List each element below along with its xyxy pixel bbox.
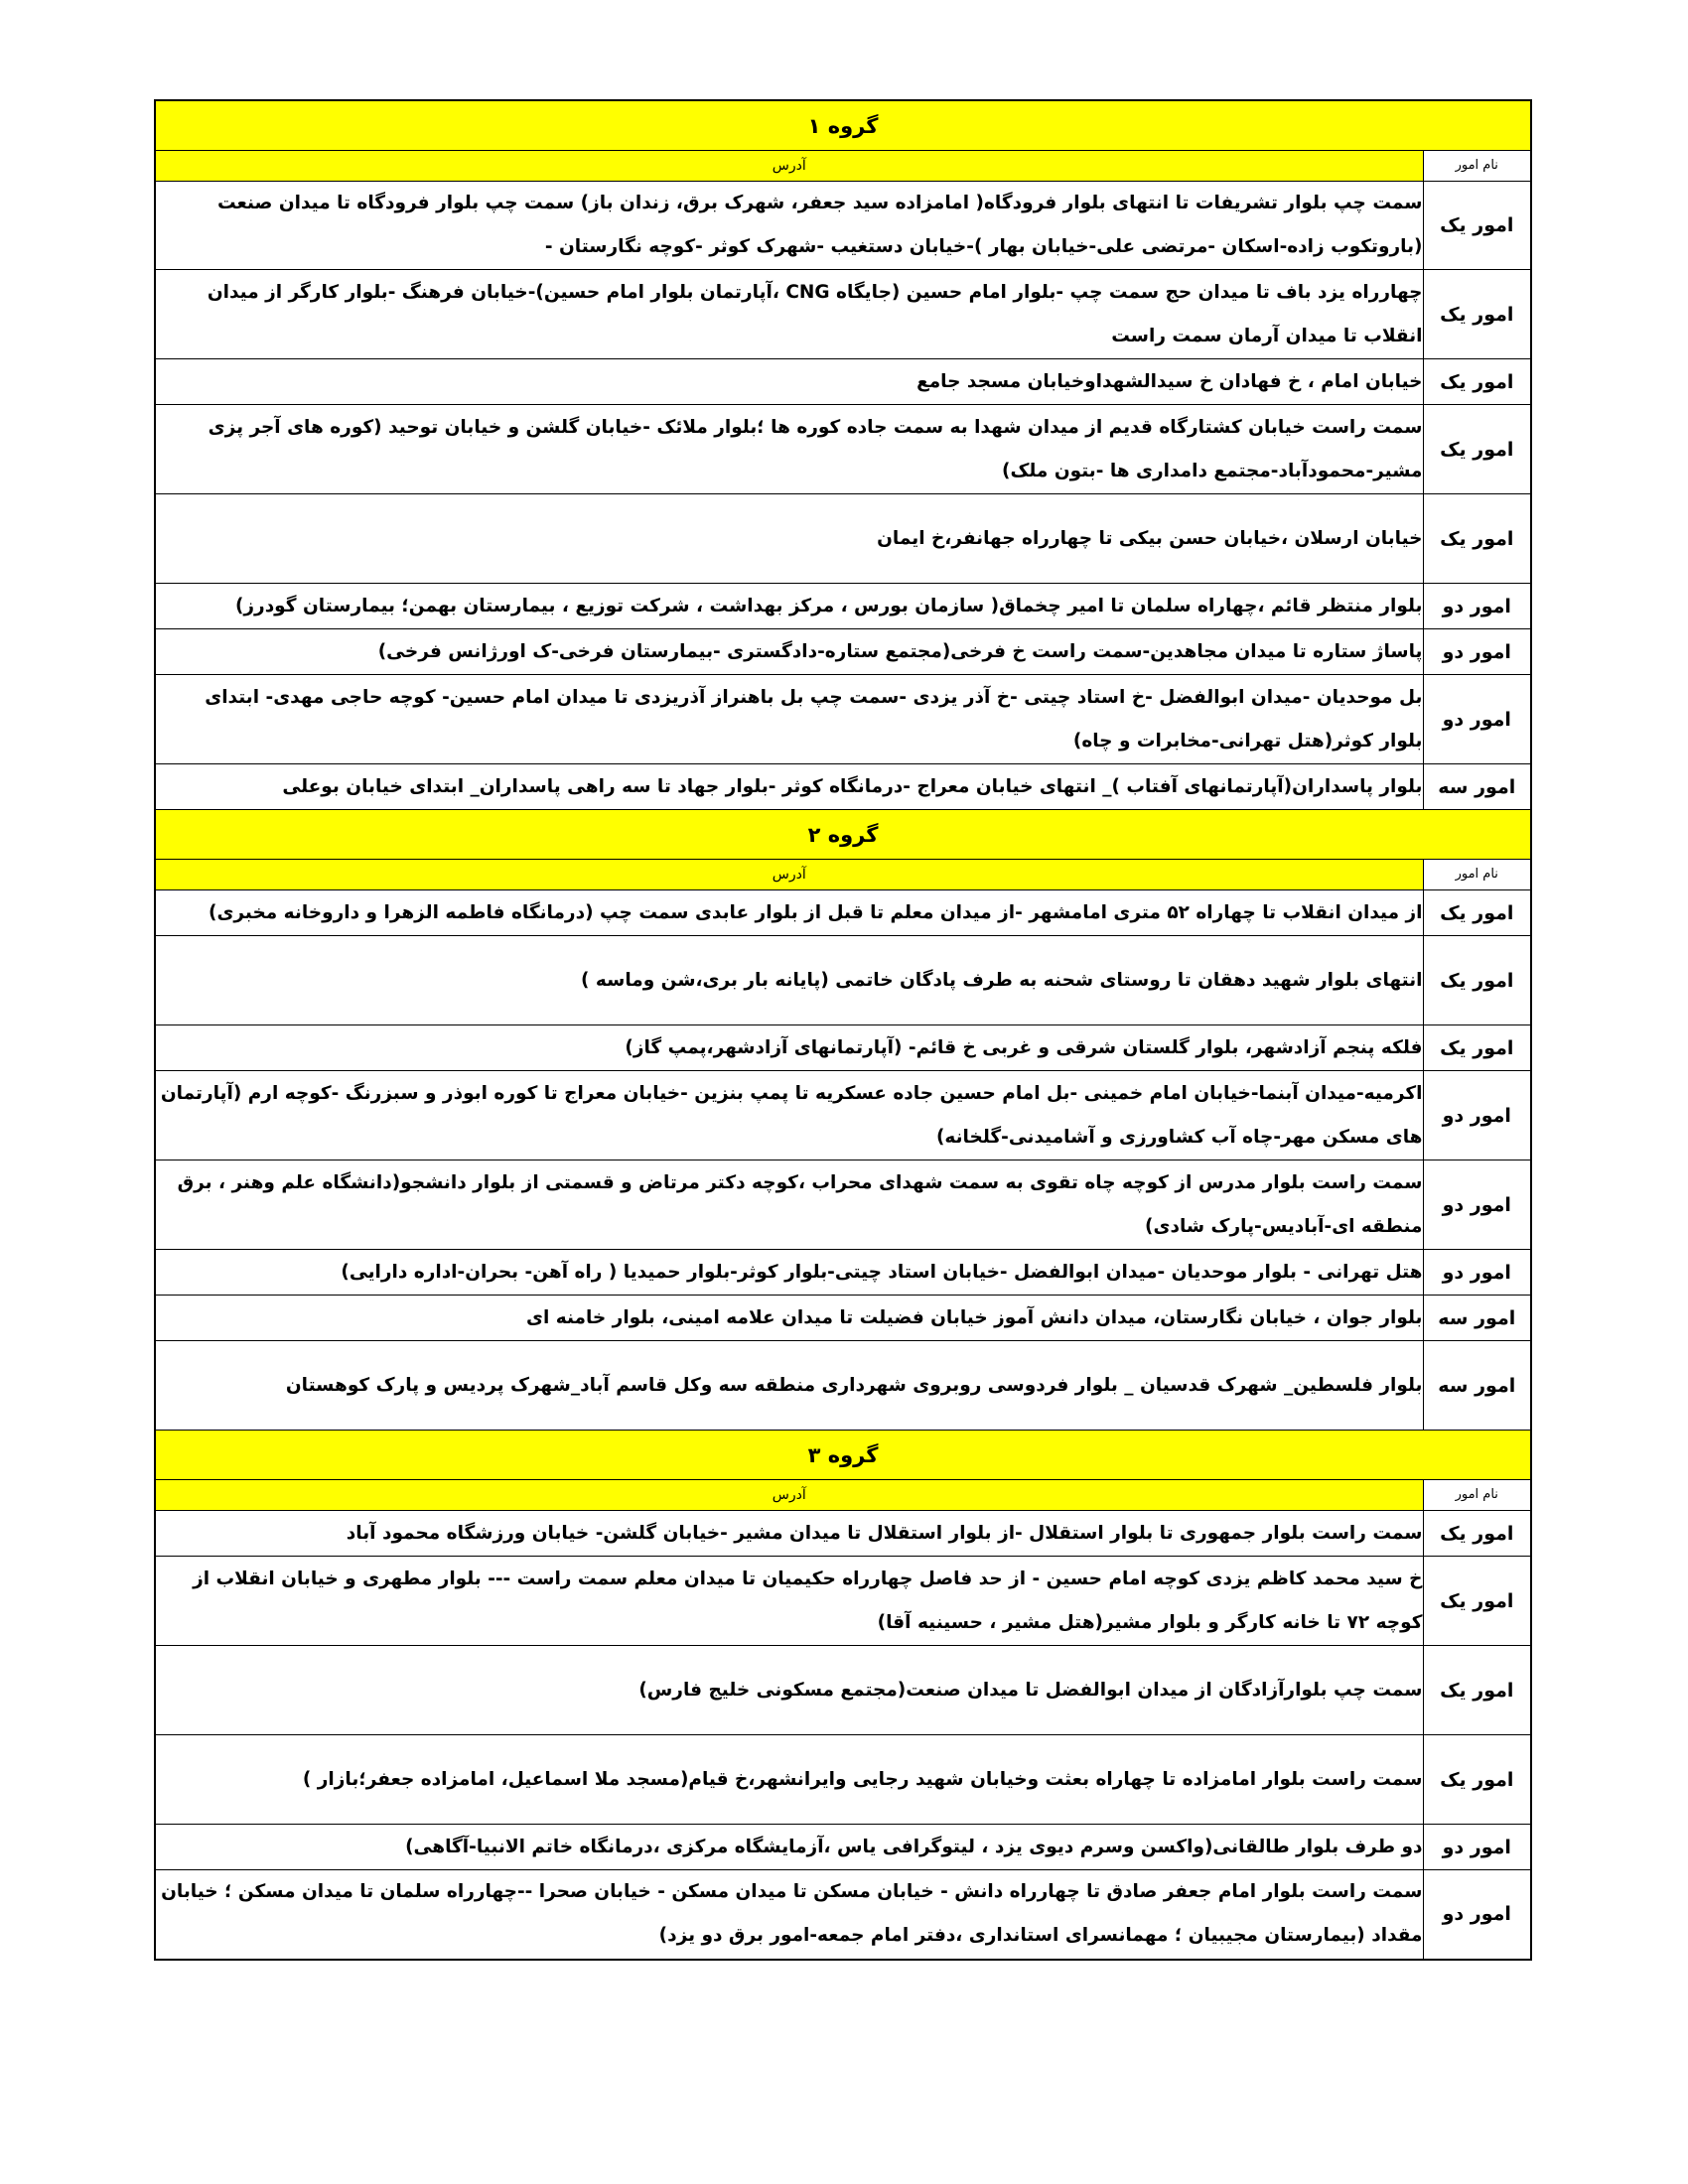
table-row bbox=[155, 1296, 1531, 1341]
group-title: گروه ۳ bbox=[155, 1431, 1531, 1480]
district-name-cell: امور یک bbox=[1423, 270, 1531, 359]
group-title: گروه ۱ bbox=[155, 100, 1531, 151]
table-body bbox=[155, 100, 1531, 1960]
table-row bbox=[155, 584, 1531, 629]
district-name-cell: امور یک bbox=[1423, 1735, 1531, 1825]
address-column-header: آدرس bbox=[155, 1480, 1423, 1511]
table-row bbox=[155, 1160, 1531, 1250]
table-row bbox=[155, 359, 1531, 405]
district-name-cell: امور دو bbox=[1423, 1160, 1531, 1250]
table-row bbox=[155, 1025, 1531, 1071]
address-cell: بلوار جوان ، خیابان نگارستان، میدان دانش آموز خیابان فضیلت تا میدان علامه امینی، بلوار خامنه ای bbox=[155, 1296, 1423, 1341]
group-header-row bbox=[155, 1431, 1531, 1480]
name-column-header: نام امور bbox=[1423, 1480, 1531, 1511]
district-name-cell: امور دو bbox=[1423, 1071, 1531, 1160]
address-cell: سمت راست بلوار جمهوری تا بلوار استقلال -از بلوار استقلال تا میدان مشیر -خیابان گلشن- خیابان ورزشگاه محمود آباد bbox=[155, 1511, 1423, 1557]
address-cell: دو طرف بلوار طالقانی(واکسن وسرم دیوی یزد ، لیتوگرافی یاس ،آزمایشگاه مرکزی ،درمانگاه خاتم الانبیا-آگاهی) bbox=[155, 1825, 1423, 1870]
address-cell: اکرمیه-میدان آبنما-خیابان امام خمینی -بل امام حسین جاده عسکریه تا پمپ بنزین -خیابان معراج تا کوره ابوذر و سبزرنگ -کوچه ارم (آپارتمان های مسکن مهر-چاه آب کشاورزی و آشامیدنی-گلخانه) bbox=[155, 1071, 1423, 1160]
table-row bbox=[155, 1511, 1531, 1557]
address-cell: انتهای بلوار شهید دهقان تا روستای شحنه به طرف پادگان خاتمی (پایانه بار بری،شن وماسه ) bbox=[155, 936, 1423, 1025]
table-row bbox=[155, 675, 1531, 764]
address-column-header: آدرس bbox=[155, 151, 1423, 182]
column-header-row bbox=[155, 151, 1531, 182]
district-name-cell: امور یک bbox=[1423, 936, 1531, 1025]
district-name-cell: امور یک bbox=[1423, 1646, 1531, 1735]
table-row bbox=[155, 1341, 1531, 1431]
address-cell: خیابان ارسلان ،خیابان حسن بیکی تا چهارراه جهانفر،خ ایمان bbox=[155, 494, 1423, 584]
district-name-cell: امور دو bbox=[1423, 1870, 1531, 1960]
table-row bbox=[155, 764, 1531, 810]
table-row bbox=[155, 1646, 1531, 1735]
table-row bbox=[155, 1735, 1531, 1825]
address-cell: پاساژ ستاره تا میدان مجاهدین-سمت راست خ فرخی(مجتمع ستاره-دادگستری -بیمارستان فرخی-ک اورژانس فرخی) bbox=[155, 629, 1423, 675]
address-cell: خیابان امام ، خ فهادان خ سیدالشهداوخیابان مسجد جامع bbox=[155, 359, 1423, 405]
table-row bbox=[155, 629, 1531, 675]
table-row bbox=[155, 936, 1531, 1025]
district-name-cell: امور یک bbox=[1423, 405, 1531, 494]
district-name-cell: امور دو bbox=[1423, 1250, 1531, 1296]
district-name-cell: امور یک bbox=[1423, 359, 1531, 405]
address-cell: بلوار فلسطین_ شهرک قدسیان _ بلوار فردوسی روبروی شهرداری منطقه سه وکل قاسم آباد_شهرک پردیس و پارک کوهستان bbox=[155, 1341, 1423, 1431]
address-cell: سمت راست بلوار مدرس از کوچه چاه تقوی به سمت شهدای محراب ،کوچه دکتر مرتاض و قسمتی از بلوار دانشجو(دانشگاه علم وهنر ، برق منطقه ای-آبادیس-پارک شادی) bbox=[155, 1160, 1423, 1250]
district-name-cell: امور دو bbox=[1423, 675, 1531, 764]
table-row bbox=[155, 405, 1531, 494]
table-row bbox=[155, 270, 1531, 359]
district-name-cell: امور دو bbox=[1423, 629, 1531, 675]
district-name-cell: امور یک bbox=[1423, 494, 1531, 584]
address-cell: سمت راست بلوار امام جعفر صادق تا چهارراه دانش - خیابان مسکن تا میدان مسکن - خیابان صحرا --چهارراه سلمان تا میدان مسکن ؛ خیابان مقداد (بیمارستان مجیبیان ؛ مهمانسرای استانداری ،دفتر امام جمعه-امور برق دو یزد) bbox=[155, 1870, 1423, 1960]
table-row bbox=[155, 1825, 1531, 1870]
table-row bbox=[155, 1250, 1531, 1296]
address-cell: خ سید محمد کاظم یزدی کوچه امام حسین - از حد فاصل چهارراه حکیمیان تا میدان معلم سمت راست --- بلوار مطهری و خیابان انقلاب از کوچه ۷۲ تا خانه کارگر و بلوار مشیر(هتل مشیر ، حسینیه آقا) bbox=[155, 1557, 1423, 1646]
address-cell: سمت راست بلوار امامزاده تا چهاراه بعثت وخیابان شهید رجایی وایرانشهر،خ قیام(مسجد ملا اسماعیل، امامزاده جعفر؛بازار ) bbox=[155, 1735, 1423, 1825]
group-header-row bbox=[155, 810, 1531, 860]
address-cell: فلکه پنجم آزادشهر، بلوار گلستان شرقی و غربی خ قائم- (آپارتمانهای آزادشهر،پمپ گاز) bbox=[155, 1025, 1423, 1071]
district-name-cell: امور یک bbox=[1423, 1511, 1531, 1557]
address-cell: بل موحدیان -میدان ابوالفضل -خ استاد چیتی -خ آذر یزدی -سمت چپ بل باهنراز آذریزدی تا میدان امام حسین- کوچه حاجی مهدی- ابتدای بلوار کوثر(هتل تهرانی-مخابرات و چاه) bbox=[155, 675, 1423, 764]
address-cell: هتل تهرانی - بلوار موحدیان -میدان ابوالفضل -خیابان استاد چیتی-بلوار کوثر-بلوار حمیدیا ( راه آهن- بحران-اداره دارایی) bbox=[155, 1250, 1423, 1296]
table-row bbox=[155, 494, 1531, 584]
district-name-cell: امور یک bbox=[1423, 890, 1531, 936]
table-row bbox=[155, 182, 1531, 270]
group-header-row bbox=[155, 100, 1531, 151]
group-title: گروه ۲ bbox=[155, 810, 1531, 860]
address-cell: سمت چپ بلوار تشریفات تا انتهای بلوار فرودگاه( امامزاده سید جعفر، شهرک برق، زندان باز) سمت چپ بلوار فرودگاه تا میدان صنعت (باروتکوب زاده-اسکان -مرتضی علی-خیابان بهار )-خیابان دستغیب -شهرک کوثر -کوچه نگارستان - bbox=[155, 182, 1423, 270]
district-name-cell: امور سه bbox=[1423, 1296, 1531, 1341]
address-column-header: آدرس bbox=[155, 860, 1423, 890]
district-name-cell: امور یک bbox=[1423, 1557, 1531, 1646]
table-row bbox=[155, 1870, 1531, 1960]
address-cell: بلوار پاسداران(آپارتمانهای آفتاب )_ انتهای خیابان معراج -درمانگاه کوثر -بلوار جهاد تا سه راهی پاسداران_ ابتدای خیابان بوعلی bbox=[155, 764, 1423, 810]
name-column-header: نام امور bbox=[1423, 151, 1531, 182]
column-header-row bbox=[155, 860, 1531, 890]
name-column-header: نام امور bbox=[1423, 860, 1531, 890]
address-cell: سمت راست خیابان کشتارگاه قدیم از میدان شهدا به سمت جاده کوره ها ؛بلوار ملائک -خیابان گلشن و خیابان توحید (کوره های آجر پزی مشیر-محمودآباد-مجتمع دامداری ها -بتون ملک) bbox=[155, 405, 1423, 494]
address-cell: از میدان انقلاب تا چهاراه ۵۲ متری امامشهر -از میدان معلم تا قبل از بلوار عابدی سمت چپ (درمانگاه فاطمه الزهرا و داروخانه مخبری) bbox=[155, 890, 1423, 936]
column-header-row bbox=[155, 1480, 1531, 1511]
table-row bbox=[155, 890, 1531, 936]
address-cell: بلوار منتظر قائم ،چهاراه سلمان تا امیر چخماق( سازمان بورس ، مرکز بهداشت ، شرکت توزیع ، بیمارستان بهمن؛ بیمارستان گودرز) bbox=[155, 584, 1423, 629]
address-cell: چهارراه یزد باف تا میدان حج سمت چپ -بلوار امام حسین (جایگاه CNG ،آپارتمان بلوار امام حسین)-خیابان فرهنگ -بلوار کارگر از میدان انقلاب تا میدان آرمان سمت راست bbox=[155, 270, 1423, 359]
district-name-cell: امور یک bbox=[1423, 1025, 1531, 1071]
district-name-cell: امور دو bbox=[1423, 584, 1531, 629]
address-cell: سمت چپ بلوارآزادگان از میدان ابوالفضل تا میدان صنعت(مجتمع مسکونی خلیج فارس) bbox=[155, 1646, 1423, 1735]
district-name-cell: امور دو bbox=[1423, 1825, 1531, 1870]
district-name-cell: امور سه bbox=[1423, 764, 1531, 810]
table-row bbox=[155, 1557, 1531, 1646]
district-name-cell: امور سه bbox=[1423, 1341, 1531, 1431]
table-row bbox=[155, 1071, 1531, 1160]
outage-schedule-table bbox=[154, 99, 1532, 1961]
district-name-cell: امور یک bbox=[1423, 182, 1531, 270]
